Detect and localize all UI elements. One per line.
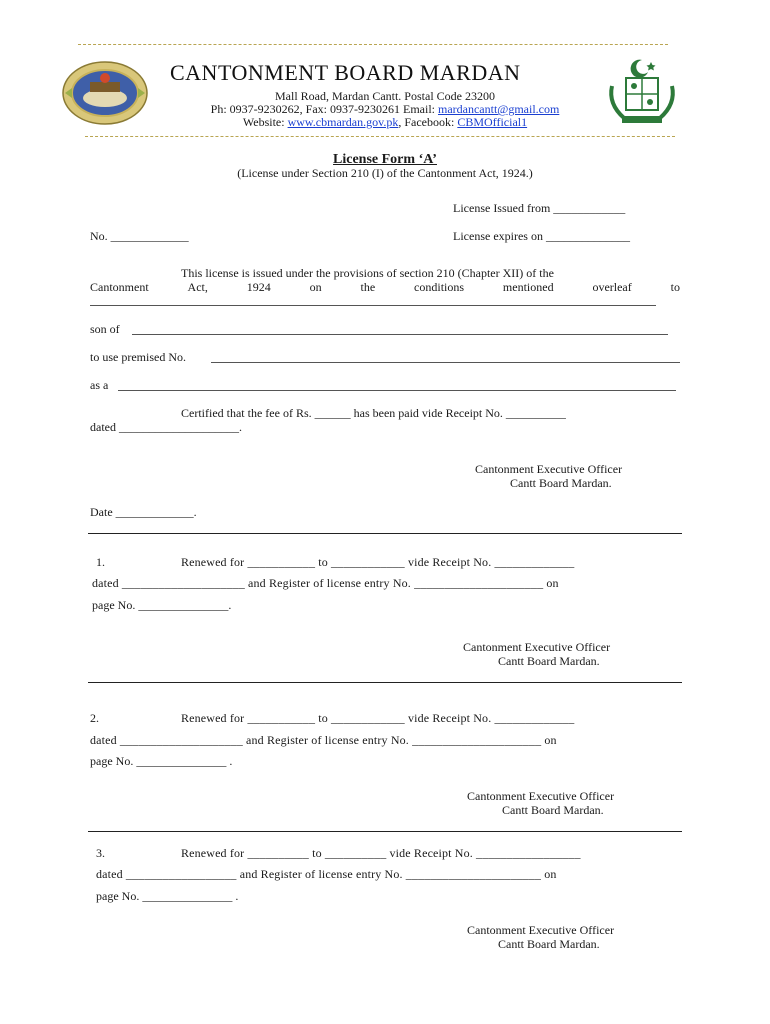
- website-label: Website:: [242, 115, 288, 129]
- renewal-page: page No. _______________ .: [90, 754, 233, 768]
- para-word: to: [670, 280, 680, 294]
- renewal-officer: Cantonment Executive Officer: [463, 640, 611, 654]
- address-text: Mall Road, Mardan Cantt. Postal Code 23200: [275, 89, 495, 103]
- renewal-page: page No. _______________ .: [96, 889, 239, 903]
- organization-name: CANTONMENT BOARD MARDAN: [170, 60, 521, 85]
- fee-dated: dated ____________________.: [90, 420, 242, 434]
- fee-certification: Certified that the fee of Rs. ______ has been paid vide Receipt No. __________: [181, 406, 566, 420]
- renewal-period: Renewed for ___________ to ____________ vide Receipt No. _____________: [181, 555, 575, 569]
- son-of-blank[interactable]: [132, 334, 668, 335]
- renewal-number: 2.: [90, 711, 99, 725]
- paragraph-line-2: [90, 280, 680, 295]
- para-word: Act,: [187, 280, 208, 294]
- cantonment-board-logo: [60, 60, 150, 126]
- renewal-board: Cantt Board Mardan.: [498, 654, 600, 668]
- form-subtitle: (License under Section 210 (I) of the Cantonment Act, 1924.): [237, 166, 533, 180]
- renewal-number: 3.: [96, 846, 105, 860]
- renewal-page: page No. _______________.: [92, 598, 232, 612]
- license-number: No. _____________: [90, 229, 189, 243]
- officer-title: Cantonment Executive Officer: [475, 462, 623, 476]
- son-of-label: son of: [90, 322, 120, 336]
- as-a-blank[interactable]: [118, 390, 676, 391]
- header-top-border: [78, 44, 668, 45]
- renewal-period: Renewed for ___________ to ____________ vide Receipt No. _____________: [181, 711, 575, 725]
- renewal-board: Cantt Board Mardan.: [502, 803, 604, 817]
- facebook-label: , Facebook:: [398, 115, 458, 129]
- renewal-period: Renewed for __________ to __________ vide Receipt No. _________________: [181, 846, 581, 860]
- premised-blank[interactable]: [211, 362, 680, 363]
- renewal-divider: [88, 831, 682, 832]
- renewal-number: 1.: [96, 555, 105, 569]
- para-word: conditions: [414, 280, 465, 294]
- renewal-dated: dated ____________________ and Register of license entry No. _____________________ on: [90, 733, 557, 747]
- header-bottom-border: [85, 136, 675, 137]
- para-word: Cantonment: [90, 280, 149, 294]
- paragraph-line-1: This license is issued under the provisions of section 210 (Chapter XII) of the: [181, 266, 554, 280]
- website-line: [150, 115, 620, 130]
- para-word: overleaf: [592, 280, 632, 294]
- para-word: 1924: [246, 280, 271, 294]
- section-divider: [88, 533, 682, 534]
- name-blank-line[interactable]: [90, 305, 656, 306]
- renewal-dated: dated ____________________ and Register of license entry No. _____________________ on: [92, 576, 559, 590]
- form-title: License Form ‘A’: [333, 152, 437, 167]
- para-word: mentioned: [502, 280, 554, 294]
- para-word: the: [360, 280, 376, 294]
- premised-label: to use premised No.: [90, 350, 186, 364]
- as-a-label: as a: [90, 378, 109, 392]
- renewal-officer: Cantonment Executive Officer: [467, 789, 615, 803]
- license-expires-on: License expires on ______________: [453, 229, 630, 243]
- contact-text: Ph: 0937-9230262, Fax: 0937-9230261 Email:: [210, 102, 438, 116]
- renewal-officer: Cantonment Executive Officer: [467, 923, 615, 937]
- para-word: on: [309, 280, 322, 294]
- renewal-board: Cantt Board Mardan.: [498, 937, 600, 951]
- renewal-divider: [88, 682, 682, 683]
- renewal-dated: dated __________________ and Register of license entry No. ______________________ on: [96, 867, 557, 881]
- email-link[interactable]: mardancantt@gmail.com: [437, 102, 560, 116]
- officer-board: Cantt Board Mardan.: [510, 476, 612, 490]
- date-field: Date _____________.: [90, 505, 197, 519]
- facebook-link[interactable]: CBMOfficial1: [457, 115, 528, 129]
- license-issued-from: License Issued from ____________: [453, 201, 626, 215]
- website-link[interactable]: www.cbmardan.gov.pk: [287, 115, 399, 129]
